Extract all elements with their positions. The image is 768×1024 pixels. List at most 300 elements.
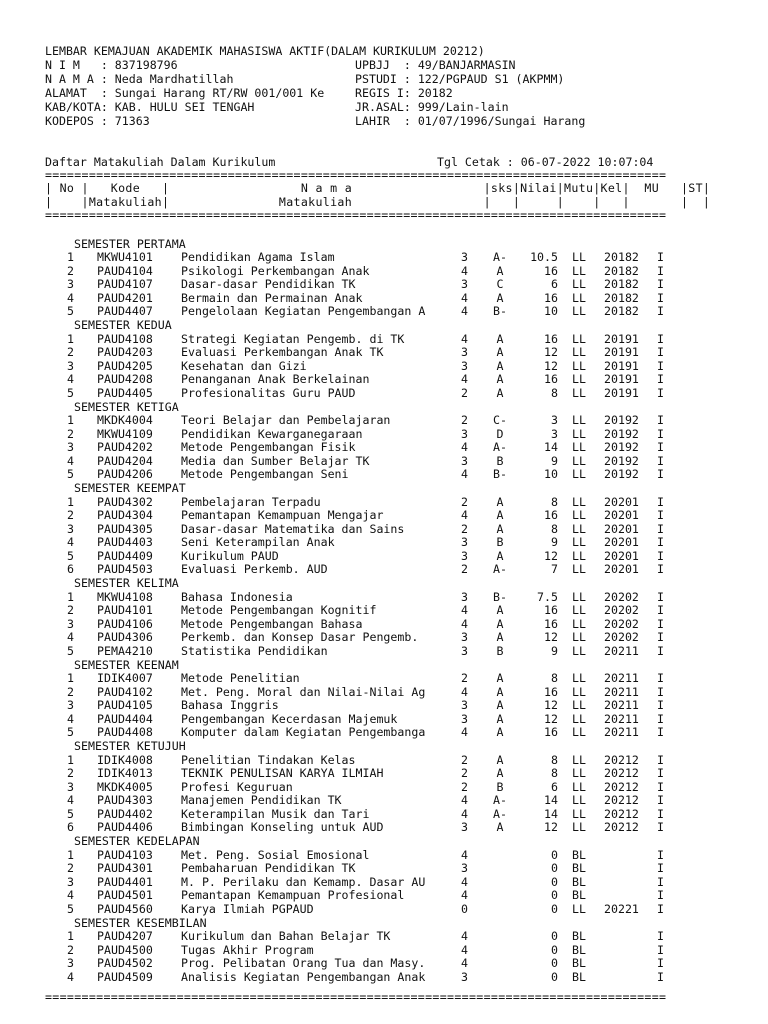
course-sks: 3 <box>461 643 468 658</box>
course-no: 6 <box>67 562 74 577</box>
course-mu: 20212 <box>604 752 639 767</box>
course-nilai: A- <box>493 440 507 455</box>
course-sks: 3 <box>461 589 468 604</box>
course-kel: LL <box>572 766 586 781</box>
course-mutu: 8 <box>551 766 558 781</box>
course-st: I <box>657 969 664 984</box>
course-no: 5 <box>67 467 74 482</box>
course-mutu: 3 <box>551 413 558 427</box>
course-no: 5 <box>67 304 74 319</box>
course-sks: 4 <box>461 942 468 957</box>
course-sks: 4 <box>461 440 468 455</box>
course-no: 1 <box>67 413 74 427</box>
course-code: PAUD4202 <box>97 440 153 455</box>
table-header-row <box>0 182 768 196</box>
course-st: I <box>657 548 664 563</box>
course-no: 3 <box>67 521 74 536</box>
course-mutu: 8 <box>551 385 558 400</box>
course-sks: 2 <box>461 671 468 686</box>
course-sks: 4 <box>461 508 468 523</box>
course-name: Teori Belajar dan Pembelajaran <box>181 413 391 427</box>
course-mutu: 7.5 <box>537 589 558 604</box>
course-mutu: 0 <box>551 901 558 916</box>
course-nilai: A <box>496 766 504 781</box>
course-row <box>0 414 768 428</box>
course-name: Komputer dalam Kegiatan Pengembanga <box>181 725 426 740</box>
course-st: I <box>657 453 664 468</box>
course-mutu: 16 <box>544 603 558 618</box>
course-no: 4 <box>67 535 74 550</box>
course-nilai: C- <box>493 413 507 427</box>
course-row <box>0 686 768 700</box>
course-nilai: A <box>496 684 504 699</box>
course-sks: 3 <box>461 277 468 292</box>
course-name: Pemantapan Kemampuan Profesional <box>181 888 405 903</box>
course-sks: 4 <box>461 956 468 971</box>
course-name: Met. Peng. Moral dan Nilai-Nilai Ag <box>181 684 426 699</box>
course-mutu: 14 <box>544 806 558 821</box>
course-sks: 3 <box>461 453 468 468</box>
course-mutu: 16 <box>544 290 558 305</box>
course-kel: BL <box>572 956 586 971</box>
course-code: PAUD4203 <box>97 345 153 360</box>
course-mu: 20192 <box>604 467 639 482</box>
course-sks: 3 <box>461 548 468 563</box>
lahir-field: LAHIR : 01/07/1996/Sungai Harang <box>355 114 586 128</box>
course-nilai: A <box>496 521 504 536</box>
course-nilai: A <box>496 752 504 767</box>
course-st: I <box>657 589 664 604</box>
course-code: PAUD4301 <box>97 861 153 876</box>
course-mu: 20202 <box>604 616 639 631</box>
course-name: Dasar-dasar Pendidikan TK <box>181 277 356 292</box>
course-row <box>0 496 768 510</box>
course-code: PAUD4205 <box>97 358 153 373</box>
course-no: 1 <box>67 752 74 767</box>
course-code: PAUD4204 <box>97 453 153 468</box>
course-kel: LL <box>572 467 586 482</box>
course-code: PAUD4108 <box>97 331 153 346</box>
course-mutu: 0 <box>551 929 558 944</box>
course-name: Statistika Pendidikan <box>181 643 328 658</box>
course-kel: LL <box>572 630 586 645</box>
course-name: Pengelolaan Kegiatan Pengembangan A <box>181 304 426 319</box>
course-mu: 20211 <box>604 684 639 699</box>
header-row <box>0 59 768 73</box>
course-mu: 20192 <box>604 440 639 455</box>
semester-heading <box>0 835 768 849</box>
course-kel: LL <box>572 806 586 821</box>
course-no: 4 <box>67 711 74 726</box>
course-sks: 4 <box>461 467 468 482</box>
course-name: Kurikulum dan Bahan Belajar TK <box>181 929 391 944</box>
course-nilai: A <box>496 548 504 563</box>
course-st: I <box>657 861 664 876</box>
course-kel: LL <box>572 521 586 536</box>
course-name: Dasar-dasar Matematika dan Sains <box>181 521 405 536</box>
course-name: Seni Keterampilan Anak <box>181 535 335 550</box>
course-name: Penanganan Anak Berkelainan <box>181 372 370 387</box>
course-name: Profesi Keguruan <box>181 779 293 794</box>
course-no: 1 <box>67 589 74 604</box>
course-st: I <box>657 358 664 373</box>
course-nilai: A <box>496 603 504 618</box>
course-name: Profesionalitas Guru PAUD <box>181 385 356 400</box>
course-row <box>0 360 768 374</box>
course-mu: 20191 <box>604 331 639 346</box>
course-st: I <box>657 806 664 821</box>
course-mutu: 16 <box>544 263 558 278</box>
course-code: PAUD4206 <box>97 467 153 482</box>
course-nilai: A <box>496 331 504 346</box>
course-mutu: 10 <box>544 467 558 482</box>
course-name: Prog. Pelibatan Orang Tua dan Masy. <box>181 956 426 971</box>
course-code: MKDK4004 <box>97 413 153 427</box>
course-st: I <box>657 345 664 360</box>
course-st: I <box>657 290 664 305</box>
course-mu: 20201 <box>604 494 639 509</box>
course-mutu: 12 <box>544 548 558 563</box>
course-mu: 20182 <box>604 290 639 305</box>
course-mu: 20202 <box>604 589 639 604</box>
course-sks: 3 <box>461 535 468 550</box>
course-mu: 20212 <box>604 806 639 821</box>
course-row <box>0 305 768 319</box>
course-kel: LL <box>572 589 586 604</box>
course-sks: 3 <box>461 698 468 713</box>
course-sks: 3 <box>461 820 468 835</box>
course-no: 3 <box>67 358 74 373</box>
course-no: 4 <box>67 793 74 808</box>
course-mutu: 16 <box>544 331 558 346</box>
course-kel: BL <box>572 861 586 876</box>
course-no: 1 <box>67 250 74 265</box>
course-mutu: 16 <box>544 616 558 631</box>
course-row <box>0 862 768 876</box>
separator-line <box>0 991 768 1005</box>
course-name: Perkemb. dan Konsep Dasar Pengemb. <box>181 630 419 645</box>
course-sks: 4 <box>461 372 468 387</box>
course-st: I <box>657 752 664 767</box>
course-name: Evaluasi Perkemb. AUD <box>181 562 328 577</box>
course-no: 2 <box>67 345 74 360</box>
header-row <box>0 73 768 87</box>
semester-heading <box>0 659 768 673</box>
course-row <box>0 957 768 971</box>
course-st: I <box>657 372 664 387</box>
course-nilai: C <box>496 277 504 292</box>
course-mu: 20182 <box>604 250 639 265</box>
course-row <box>0 645 768 659</box>
course-mutu: 6 <box>551 277 558 292</box>
course-row <box>0 930 768 944</box>
course-mutu: 12 <box>544 698 558 713</box>
course-name: Pembaharuan Pendidikan TK <box>181 861 356 876</box>
semester-heading <box>0 740 768 754</box>
course-mutu: 0 <box>551 888 558 903</box>
course-row <box>0 441 768 455</box>
course-sks: 4 <box>461 684 468 699</box>
course-kel: LL <box>572 793 586 808</box>
course-code: PAUD4106 <box>97 616 153 631</box>
course-name: Pengembangan Kecerdasan Majemuk <box>181 711 398 726</box>
course-kel: BL <box>572 969 586 984</box>
course-code: IDIK4008 <box>97 752 153 767</box>
course-mutu: 12 <box>544 630 558 645</box>
course-sks: 3 <box>461 250 468 265</box>
course-kel: LL <box>572 453 586 468</box>
course-name: Manajemen Pendidikan TK <box>181 793 342 808</box>
course-name: Metode Pengembangan Seni <box>181 467 349 482</box>
course-name: Pembelajaran Terpadu <box>181 494 321 509</box>
course-nilai: B- <box>493 304 507 319</box>
semester-title: SEMESTER KESEMBILAN <box>74 915 207 930</box>
course-no: 1 <box>67 929 74 944</box>
course-row <box>0 889 768 903</box>
course-code: MKWU4101 <box>97 250 153 265</box>
course-kel: LL <box>572 901 586 916</box>
course-mu: 20211 <box>604 643 639 658</box>
course-mutu: 8 <box>551 494 558 509</box>
course-mutu: 0 <box>551 861 558 876</box>
course-mu: 20202 <box>604 603 639 618</box>
course-mutu: 9 <box>551 535 558 550</box>
course-code: PAUD4509 <box>97 969 153 984</box>
course-mu: 20201 <box>604 521 639 536</box>
table-header-line-2: | |Matakuliah| Matakuliah | | | | | | | <box>45 195 711 209</box>
course-st: I <box>657 385 664 400</box>
course-code: PAUD4102 <box>97 684 153 699</box>
course-name: Karya Ilmiah PGPAUD <box>181 901 314 916</box>
course-code: PAUD4103 <box>97 847 153 862</box>
course-nilai: A <box>496 711 504 726</box>
course-st: I <box>657 467 664 482</box>
course-no: 6 <box>67 820 74 835</box>
course-nilai: D <box>496 426 504 441</box>
course-name: M. P. Perilaku dan Kemamp. Dasar AU <box>181 874 426 889</box>
course-st: I <box>657 888 664 903</box>
course-st: I <box>657 494 664 509</box>
course-no: 1 <box>67 671 74 686</box>
course-nilai: B <box>496 453 504 468</box>
course-kel: LL <box>572 684 586 699</box>
course-name: Bahasa Indonesia <box>181 589 293 604</box>
course-code: PAUD4403 <box>97 535 153 550</box>
course-no: 2 <box>67 684 74 699</box>
course-code: PAUD4302 <box>97 494 153 509</box>
course-st: I <box>657 630 664 645</box>
course-name: Evaluasi Perkembangan Anak TK <box>181 345 384 360</box>
table-header-line-1: | No | Kode | N a m a |sks|Nilai|Mutu|Kel| MU |ST| <box>45 181 711 195</box>
course-sks: 3 <box>461 358 468 373</box>
course-nilai: A <box>496 345 504 360</box>
course-sks: 4 <box>461 603 468 618</box>
course-row <box>0 794 768 808</box>
course-mutu: 0 <box>551 847 558 862</box>
sheet-title-row <box>0 45 768 59</box>
course-name: Pemantapan Kemampuan Mengajar <box>181 508 384 523</box>
course-nilai: A <box>496 616 504 631</box>
course-row <box>0 251 768 265</box>
course-no: 4 <box>67 969 74 984</box>
course-nilai: A- <box>493 793 507 808</box>
course-mu: 20211 <box>604 698 639 713</box>
semester-title: SEMESTER KELIMA <box>74 576 179 590</box>
course-kel: LL <box>572 345 586 360</box>
course-st: I <box>657 413 664 427</box>
course-nilai: B <box>496 643 504 658</box>
course-no: 2 <box>67 942 74 957</box>
course-code: PAUD4207 <box>97 929 153 944</box>
course-st: I <box>657 426 664 441</box>
course-kel: LL <box>572 548 586 563</box>
course-row <box>0 278 768 292</box>
course-code: PAUD4101 <box>97 603 153 618</box>
course-no: 4 <box>67 630 74 645</box>
course-kel: LL <box>572 671 586 686</box>
course-no: 4 <box>67 888 74 903</box>
course-mu: 20201 <box>604 508 639 523</box>
sheet-title: LEMBAR KEMAJUAN AKADEMIK MAHASISWA AKTIF(DALAM KURIKULUM 20212) <box>45 44 485 58</box>
course-row <box>0 563 768 577</box>
header-row <box>0 87 768 101</box>
course-kel: LL <box>572 711 586 726</box>
course-kel: BL <box>572 874 586 889</box>
course-name: Media dan Sumber Belajar TK <box>181 453 370 468</box>
course-kel: LL <box>572 426 586 441</box>
course-mutu: 9 <box>551 643 558 658</box>
course-mutu: 10.5 <box>530 250 558 265</box>
course-name: Strategi Kegiatan Pengemb. di TK <box>181 331 405 346</box>
nim-field: N I M : 837198796 <box>45 58 178 72</box>
course-mutu: 10 <box>544 304 558 319</box>
course-row <box>0 672 768 686</box>
course-sks: 3 <box>461 861 468 876</box>
course-sks: 4 <box>461 616 468 631</box>
course-kel: LL <box>572 535 586 550</box>
course-kel: BL <box>572 942 586 957</box>
course-kel: LL <box>572 250 586 265</box>
course-name: Tugas Akhir Program <box>181 942 314 957</box>
course-name: Analisis Kegiatan Pengembangan Anak <box>181 969 426 984</box>
course-st: I <box>657 304 664 319</box>
course-sks: 2 <box>461 413 468 427</box>
course-mu: 20202 <box>604 630 639 645</box>
course-name: Metode Pengembangan Kognitif <box>181 603 377 618</box>
separator-text: ===================================================================================== <box>45 990 667 1004</box>
course-kel: LL <box>572 820 586 835</box>
course-no: 5 <box>67 901 74 916</box>
course-mu: 20192 <box>604 426 639 441</box>
course-no: 2 <box>67 508 74 523</box>
semester-title: SEMESTER PERTAMA <box>74 236 186 251</box>
course-code: MKWU4109 <box>97 426 153 441</box>
course-st: I <box>657 277 664 292</box>
course-row <box>0 821 768 835</box>
course-row <box>0 455 768 469</box>
course-no: 3 <box>67 956 74 971</box>
course-name: TEKNIK PENULISAN KARYA ILMIAH <box>181 766 384 781</box>
course-name: Kesehatan dan Gizi <box>181 358 307 373</box>
course-mu: 20201 <box>604 562 639 577</box>
course-nilai: A <box>496 630 504 645</box>
course-sks: 3 <box>461 426 468 441</box>
course-st: I <box>657 250 664 265</box>
course-mutu: 9 <box>551 453 558 468</box>
pstudi-field: PSTUDI : 122/PGPAUD S1 (AKPMM) <box>355 72 565 86</box>
course-row <box>0 346 768 360</box>
course-row <box>0 604 768 618</box>
course-st: I <box>657 684 664 699</box>
course-mu: 20212 <box>604 793 639 808</box>
course-no: 3 <box>67 277 74 292</box>
course-sks: 2 <box>461 752 468 767</box>
course-code: PEMA4210 <box>97 643 153 658</box>
course-kel: LL <box>572 440 586 455</box>
course-kel: BL <box>572 929 586 944</box>
print-date: Tgl Cetak : 06-07-2022 10:07:04 <box>437 155 654 169</box>
regis-field: REGIS I: 20182 <box>355 86 453 100</box>
header-row <box>0 101 768 115</box>
course-st: I <box>657 901 664 916</box>
course-row <box>0 767 768 781</box>
course-kel: LL <box>572 263 586 278</box>
semester-heading <box>0 577 768 591</box>
course-mutu: 6 <box>551 779 558 794</box>
course-mutu: 14 <box>544 793 558 808</box>
course-mutu: 3 <box>551 426 558 441</box>
course-no: 3 <box>67 616 74 631</box>
course-st: I <box>657 521 664 536</box>
course-mu: 20191 <box>604 345 639 360</box>
course-st: I <box>657 263 664 278</box>
course-code: PAUD4304 <box>97 508 153 523</box>
course-no: 5 <box>67 806 74 821</box>
course-sks: 3 <box>461 345 468 360</box>
course-row <box>0 591 768 605</box>
course-code: PAUD4305 <box>97 521 153 536</box>
course-st: I <box>657 331 664 346</box>
course-sks: 2 <box>461 385 468 400</box>
course-sks: 2 <box>461 562 468 577</box>
course-sks: 2 <box>461 494 468 509</box>
course-nilai: A <box>496 263 504 278</box>
course-row <box>0 536 768 550</box>
alamat-field: ALAMAT : Sungai Harang RT/RW 001/001 Ke <box>45 86 325 100</box>
course-sks: 4 <box>461 793 468 808</box>
course-sks: 2 <box>461 766 468 781</box>
course-name: Metode Penelitian <box>181 671 300 686</box>
course-nilai: A <box>496 725 504 740</box>
semester-heading <box>0 238 768 252</box>
course-nilai: A <box>496 358 504 373</box>
course-code: PAUD4306 <box>97 630 153 645</box>
semester-title: SEMESTER KEDELAPAN <box>74 834 200 848</box>
course-mu: 20182 <box>604 304 639 319</box>
course-code: PAUD4406 <box>97 820 153 835</box>
course-st: I <box>657 929 664 944</box>
course-no: 1 <box>67 847 74 862</box>
course-code: PAUD4560 <box>97 901 153 916</box>
semester-title: SEMESTER KEEMPAT <box>74 480 186 495</box>
course-kel: LL <box>572 372 586 387</box>
course-no: 1 <box>67 331 74 346</box>
course-st: I <box>657 874 664 889</box>
course-sks: 2 <box>461 521 468 536</box>
course-row <box>0 523 768 537</box>
course-kel: BL <box>572 847 586 862</box>
course-st: I <box>657 671 664 686</box>
